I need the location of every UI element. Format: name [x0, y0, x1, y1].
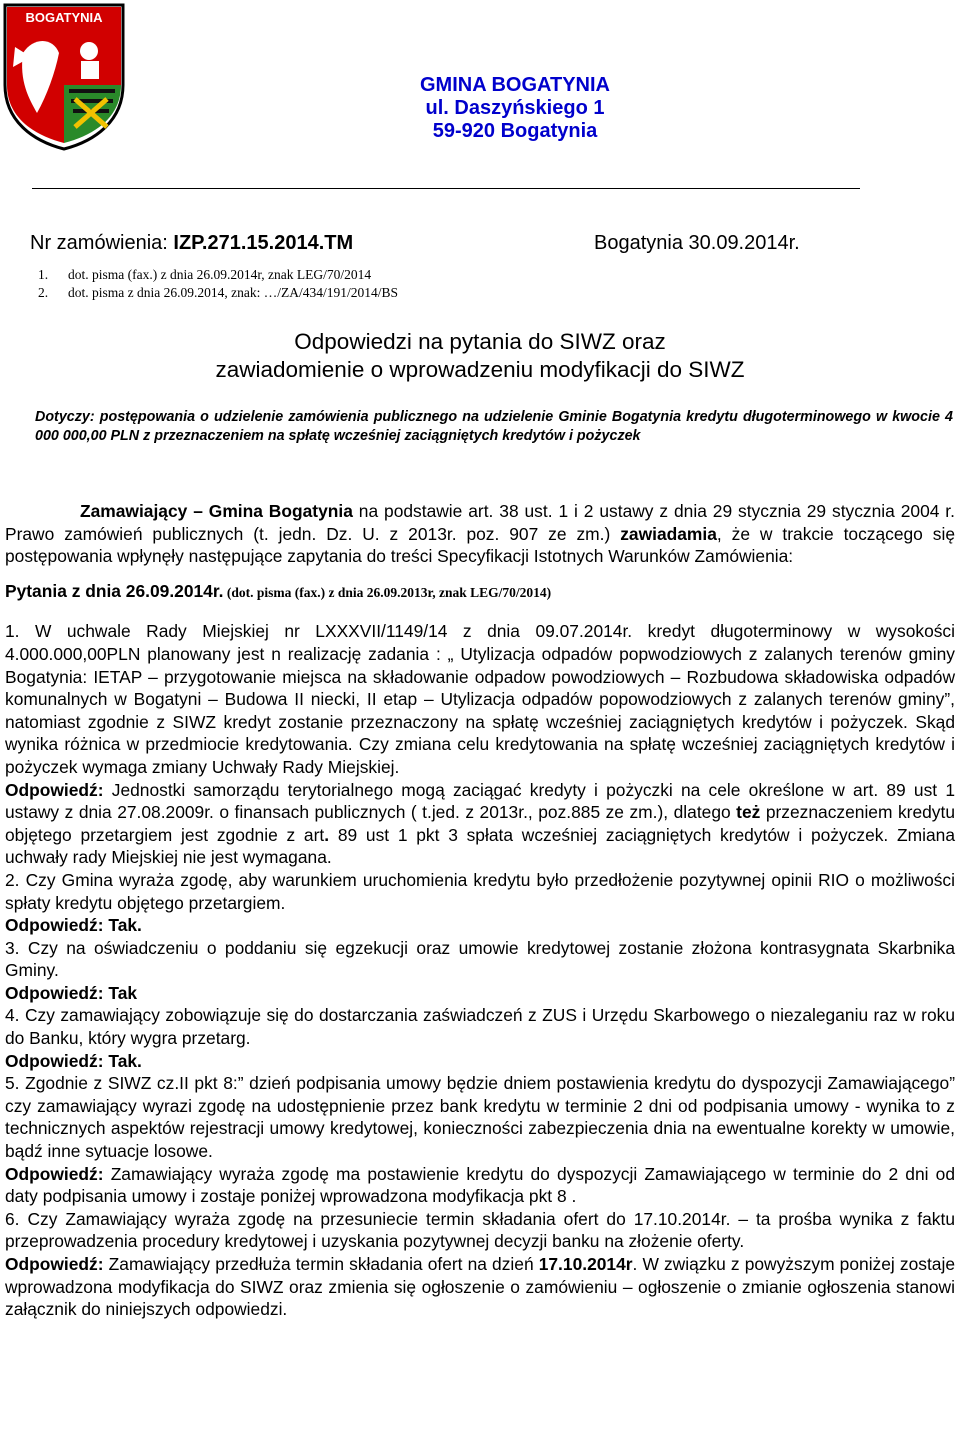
header-city: 59-920 Bogatynia	[432, 120, 598, 142]
divider	[32, 188, 860, 189]
recipient-header	[300, 74, 730, 143]
document-body	[5, 500, 955, 1321]
place-date: Bogatynia 30.09.2014r.	[594, 232, 800, 254]
answer-6: Odpowiedź: Zamawiający przedłuża termin składania ofert na dzień 17.10.2014r. W związku z powyższym poniżej zostaje wprowadzona modyfikacja do SIWZ oraz zmienia się ogłoszenie o zamówieniu – ogłoszenie o zmianie ogłoszenia stanowi załącznik do niniejszych odpowiedzi.	[5, 1254, 955, 1320]
question-5: 5. Zgodnie z SIWZ cz.II pkt 8:” dzień podpisania umowy będzie dniem postawienia kredytu do dyspozycji Zamawiającego” czy zamawiający wyrazi zgodę na udostępnienie przez bank kredytu w terminie 2 dni od podpisania umowy - wynika to z technicznych aspektów rejestracji umowy kredytowej, konieczności zabezpieczenia dnia na ewentualne korekty w umowie, bądź inne sytuacje losowe.	[5, 1073, 955, 1162]
subject-line: Dotyczy: postępowania o udzielenie zamówienia publicznego na udzielenie Gminie Bogatynia kredytu długoterminowego w kwocie 4 000 000,00 PLN z przeznaczeniem na spłatę wcześniej zaciągniętych kredytów i pożyczek	[35, 409, 953, 444]
reference-item: 1. dot. pisma (fax.) z dnia 26.09.2014r, znak LEG/70/2014	[38, 267, 372, 282]
document-title: Odpowiedzi na pytania do SIWZ oraz zawiadomienie o wprowadzeniu modyfikacji do SIWZ	[215, 329, 745, 382]
answer-4: Odpowiedź: Tak.	[5, 1050, 142, 1071]
header-name: GMINA BOGATYNIA	[420, 74, 610, 96]
order-number: Nr zamówienia: IZP.271.15.2014.TM	[30, 232, 354, 254]
reference-item: 2. dot. pisma z dnia 26.09.2014, znak: …/ZA/434/191/2014/BS	[38, 285, 398, 300]
questions-heading: Pytania z dnia 26.09.2014r. (dot. pisma (fax.) z dnia 26.09.2013r, znak LEG/70/2014)	[5, 580, 552, 601]
reference-list	[38, 266, 398, 302]
header-street: ul. Daszyńskiego 1	[425, 97, 605, 119]
question-1: 1. W uchwale Rady Miejskiej nr LXXXVII/1149/14 z dnia 09.07.2014r. kredyt długoterminowy w wysokości 4.000.000,00PLN planowany jest n realizację zadania : „ Utylizacja odpadów popwodziowych z zalanych terenów gminy Bogatynia: IETAP – przygotowanie miejsca na składowanie odpadow powodziowych – Rozbudowa składowiska odpadów komunalnych w Bogatyni – Budowa II niecki, II etap – Utylizacja odpadów popowodziowych z zalanych terenów gminy”, natomiast zgodnie z SIWZ kredyt zostanie przeznaczony na spłatę wcześniej zaciągniętych kredytów i pożyczek. Skąd wynika różnica w przedmiocie kredytowania. Czy zmiana celu kredytowania na spłatę wcześniej zaciągniętych kredytów i pożyczek wymaga zmiany Uchwały Rady Miejskiej.	[5, 621, 955, 777]
question-2: 2. Czy Gmina wyraża zgodę, aby warunkiem uruchomienia kredytu było przedłożenie pozytywnej opinii RIO o możliwości spłaty kredytu objętego przetargiem.	[5, 869, 955, 913]
question-4: 4. Czy zamawiający zobowiązuje się do dostarczania zaświadczeń z ZUS i Urzędu Skarbowego o niezaleganiu raz w roku do Banku, który wygra przetarg.	[5, 1005, 955, 1049]
crest-logo	[3, 3, 125, 151]
answer-2: Odpowiedź: Tak.	[5, 915, 142, 936]
question-6: 6. Czy Zamawiający wyraża zgodę na przesuniecie termin składania ofert do 17.10.2014r. – ta prośba wynika z faktu przeprowadzenia procedury kredytowej i uzyskania pozytywnej decyzji banku na złożenie oferty.	[5, 1208, 955, 1252]
intro-paragraph: Zamawiający – Gmina Bogatynia na podstawie art. 38 ust. 1 i 2 ustawy z dnia 29 stycznia 29 stycznia 2004 r. Prawo zamówień publicznych (t. jedn. Dz. U. z 2013r. poz. 907 ze zm.) zawiadamia, że w trakcie toczącego się postępowania wpłynęły następujące zapytania do treści Specyfikacji Istotnych Warunków Zamówienia:	[5, 501, 955, 567]
answer-1: Odpowiedź: Jednostki samorządu terytorialnego mogą zaciągać kredyty i pożyczki na cele określone w art. 89 ust 1 ustawy z dnia 27.08.2009r. o finansach publicznych ( t.jed. z 2013r., poz.885 ze zm.), dlatego też przeznaczeniem kredytu objętego przetargiem jest zgodnie z art. 89 ust 1 pkt 3 spłata wcześniej zaciągniętych kredytów i pożyczek. Zmiana uchwały rady Miejskiej nie jest wymagana.	[5, 779, 955, 868]
answer-5: Odpowiedź: Zamawiający wyraża zgodę ma postawienie kredytu do dyspozycji Zamawiającego w terminie do 2 dni od daty podpisania umowy i zostaje poniżej wprowadzona modyfikacja pkt 8 .	[5, 1163, 955, 1207]
crest-label: BOGATYNIA	[25, 10, 103, 25]
question-3: 3. Czy na oświadczeniu o poddaniu się egzekucji oraz umowie kredytowej zostanie złożona kontrasygnata Skarbnika Gminy.	[5, 937, 955, 981]
answer-3: Odpowiedź: Tak	[5, 982, 138, 1003]
